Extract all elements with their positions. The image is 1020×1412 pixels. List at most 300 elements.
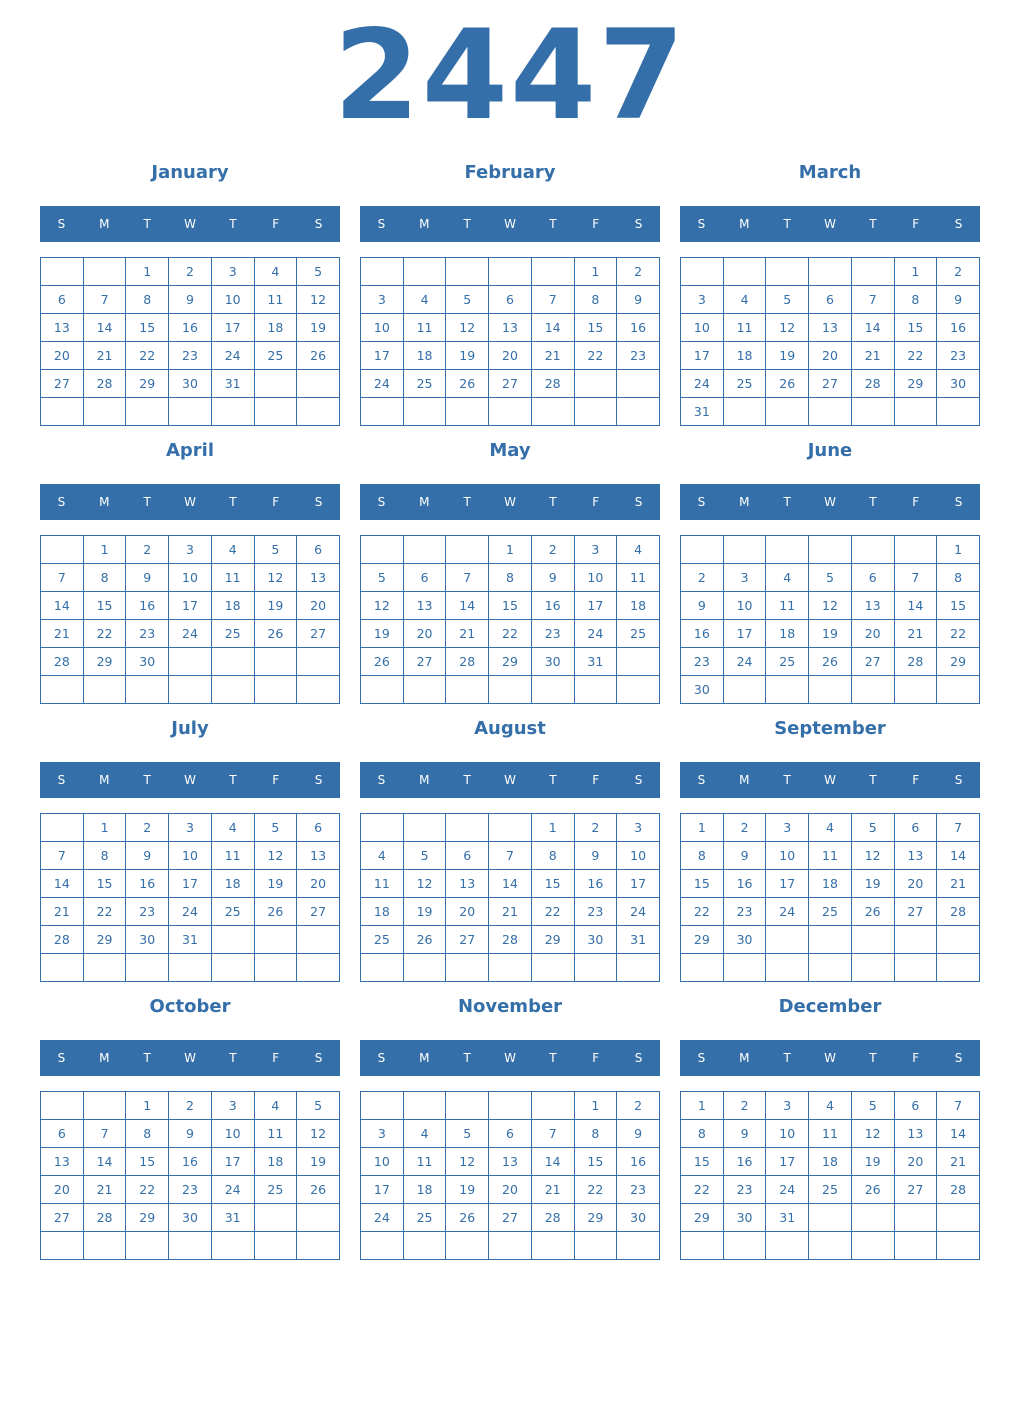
weekday-label: T [549,495,557,509]
empty-day-cell [403,398,446,426]
day-cell: 18 [361,898,404,926]
day-cell: 22 [894,342,937,370]
day-cell: 12 [403,870,446,898]
week-row [681,592,980,620]
empty-day-cell [126,676,169,704]
empty-day-cell [574,1232,617,1260]
week-row [41,258,340,286]
day-cell: 29 [83,648,126,676]
day-cell: 3 [723,564,766,592]
empty-day-cell [489,814,532,842]
day-cell: 21 [83,342,126,370]
day-cell: 17 [617,870,660,898]
day-cell: 2 [723,1092,766,1120]
day-cell: 5 [766,286,809,314]
weekday-label: S [634,495,643,509]
week-row [681,1120,980,1148]
empty-day-cell [574,954,617,982]
empty-day-cell [723,398,766,426]
weekday-header [40,1040,340,1076]
week-row [361,870,660,898]
day-grid [360,813,660,982]
day-cell: 3 [574,536,617,564]
weekday-label: S [954,495,963,509]
week-row [361,286,660,314]
day-cell: 20 [41,342,84,370]
day-cell: 29 [574,1204,617,1232]
weekday-label: W [824,217,836,231]
empty-day-cell [297,648,340,676]
day-cell: 28 [894,648,937,676]
empty-day-cell [126,398,169,426]
week-row [681,926,980,954]
empty-day-cell [531,954,574,982]
empty-day-cell [446,258,489,286]
weekday-header [40,484,340,520]
week-row [41,286,340,314]
empty-day-cell [41,1232,84,1260]
week-row [681,676,980,704]
day-cell: 31 [766,1204,809,1232]
weekday-label: S [954,217,963,231]
week-row [41,342,340,370]
day-grid [40,257,340,426]
month-name: January [151,162,229,183]
day-cell: 1 [83,814,126,842]
day-cell: 6 [894,1092,937,1120]
day-cell: 16 [169,1148,212,1176]
empty-day-cell [937,1204,980,1232]
week-row [361,1120,660,1148]
empty-day-cell [297,954,340,982]
day-cell: 25 [361,926,404,954]
empty-day-cell [617,676,660,704]
day-cell: 27 [297,898,340,926]
day-cell: 7 [83,1120,126,1148]
day-cell: 2 [681,564,724,592]
day-cell: 17 [169,870,212,898]
week-row [361,954,660,982]
day-cell: 11 [617,564,660,592]
day-cell: 4 [403,286,446,314]
day-cell: 15 [83,592,126,620]
weekday-label: S [634,773,643,787]
weekday-label: M [419,1051,430,1065]
empty-day-cell [766,954,809,982]
weekday-label: T [143,1051,151,1065]
empty-day-cell [361,258,404,286]
day-cell: 5 [254,814,297,842]
day-cell: 22 [531,898,574,926]
empty-day-cell [617,648,660,676]
empty-day-cell [617,398,660,426]
day-cell: 13 [446,870,489,898]
week-row [41,564,340,592]
day-cell: 5 [446,1120,489,1148]
day-cell: 10 [766,842,809,870]
empty-day-cell [361,398,404,426]
weekday-label: T [143,495,151,509]
day-cell: 12 [254,842,297,870]
weekday-label: T [783,217,791,231]
day-cell: 25 [403,1204,446,1232]
weekday-label: T [549,773,557,787]
weekday-label: F [912,217,920,231]
day-cell: 27 [894,1176,937,1204]
day-cell: 7 [446,564,489,592]
day-cell: 20 [489,1176,532,1204]
day-cell: 19 [297,1148,340,1176]
week-row [41,1232,340,1260]
weekday-label: M [739,495,750,509]
day-cell: 28 [851,370,894,398]
day-cell: 26 [851,1176,894,1204]
empty-day-cell [254,676,297,704]
weekday-label: S [377,217,386,231]
day-cell: 5 [254,536,297,564]
day-cell: 9 [169,1120,212,1148]
day-cell: 6 [446,842,489,870]
day-cell: 29 [489,648,532,676]
empty-day-cell [41,398,84,426]
weekday-label: S [57,495,66,509]
day-cell: 14 [894,592,937,620]
day-cell: 11 [361,870,404,898]
weekday-header [680,206,980,242]
day-cell: 11 [809,842,852,870]
weekday-label: S [954,773,963,787]
day-cell: 13 [403,592,446,620]
day-cell: 11 [403,1148,446,1176]
day-cell: 5 [851,814,894,842]
day-cell: 13 [41,314,84,342]
day-cell: 21 [83,1176,126,1204]
empty-day-cell [169,1232,212,1260]
day-cell: 7 [851,286,894,314]
day-cell: 3 [361,1120,404,1148]
day-cell: 18 [766,620,809,648]
weekday-header [40,762,340,798]
day-cell: 26 [254,898,297,926]
day-cell: 22 [489,620,532,648]
day-cell: 14 [531,1148,574,1176]
weekday-label: T [229,495,237,509]
day-cell: 28 [531,370,574,398]
day-cell: 4 [809,1092,852,1120]
day-cell: 11 [254,1120,297,1148]
day-cell: 31 [211,370,254,398]
day-cell: 28 [937,898,980,926]
day-cell: 10 [211,1120,254,1148]
day-cell: 29 [681,926,724,954]
day-cell: 1 [531,814,574,842]
day-cell: 22 [83,620,126,648]
day-cell: 26 [254,620,297,648]
empty-day-cell [489,676,532,704]
week-row [41,1176,340,1204]
empty-day-cell [681,954,724,982]
empty-day-cell [681,1232,724,1260]
day-cell: 3 [169,536,212,564]
day-cell: 14 [41,592,84,620]
day-grid [680,535,980,704]
day-cell: 27 [297,620,340,648]
weekday-label: S [954,1051,963,1065]
empty-day-cell [446,1092,489,1120]
day-cell: 5 [361,564,404,592]
week-row [361,536,660,564]
day-cell: 11 [211,842,254,870]
day-cell: 27 [41,1204,84,1232]
day-cell: 15 [574,314,617,342]
day-cell: 17 [766,1148,809,1176]
weekday-header [40,206,340,242]
empty-day-cell [297,398,340,426]
day-cell: 1 [681,814,724,842]
empty-day-cell [489,1232,532,1260]
day-cell: 28 [83,1204,126,1232]
weekday-label: F [912,495,920,509]
day-cell: 19 [851,870,894,898]
empty-day-cell [446,814,489,842]
week-row [41,1120,340,1148]
week-row [41,926,340,954]
weekday-label: M [419,495,430,509]
week-row [41,536,340,564]
day-cell: 23 [723,1176,766,1204]
day-cell: 15 [681,1148,724,1176]
day-cell: 18 [403,342,446,370]
day-cell: 28 [41,926,84,954]
empty-day-cell [851,536,894,564]
day-cell: 4 [211,814,254,842]
week-row [361,258,660,286]
week-row [361,648,660,676]
day-cell: 13 [297,564,340,592]
day-cell: 3 [211,1092,254,1120]
day-cell: 4 [617,536,660,564]
weekday-label: S [57,773,66,787]
day-cell: 23 [531,620,574,648]
day-cell: 19 [446,342,489,370]
empty-day-cell [211,1232,254,1260]
empty-day-cell [403,676,446,704]
empty-day-cell [403,536,446,564]
empty-day-cell [126,954,169,982]
empty-day-cell [617,370,660,398]
day-cell: 16 [723,1148,766,1176]
month-name: May [489,440,531,461]
empty-day-cell [723,258,766,286]
day-cell: 28 [489,926,532,954]
day-cell: 26 [361,648,404,676]
day-cell: 26 [403,926,446,954]
day-cell: 30 [574,926,617,954]
weekday-label: T [869,773,877,787]
day-cell: 13 [894,842,937,870]
day-cell: 10 [723,592,766,620]
empty-day-cell [211,648,254,676]
week-row [361,1204,660,1232]
day-cell: 23 [681,648,724,676]
day-cell: 25 [809,898,852,926]
day-cell: 17 [211,1148,254,1176]
day-cell: 28 [446,648,489,676]
day-cell: 22 [126,342,169,370]
empty-day-cell [937,398,980,426]
week-row [681,620,980,648]
weekday-label: S [697,773,706,787]
empty-day-cell [297,1204,340,1232]
weekday-label: M [99,495,110,509]
week-row [681,954,980,982]
weekday-header [360,206,660,242]
empty-day-cell [894,536,937,564]
day-cell: 13 [41,1148,84,1176]
day-cell: 9 [531,564,574,592]
day-grid [360,257,660,426]
weekday-label: M [739,1051,750,1065]
weekday-label: S [377,773,386,787]
empty-day-cell [489,1092,532,1120]
empty-day-cell [211,926,254,954]
day-cell: 16 [531,592,574,620]
week-row [681,370,980,398]
weekday-label: T [869,495,877,509]
day-cell: 21 [851,342,894,370]
weekday-label: T [549,217,557,231]
day-cell: 13 [297,842,340,870]
weekday-label: W [184,495,196,509]
empty-day-cell [169,648,212,676]
weekday-label: S [377,495,386,509]
weekday-label: F [592,495,600,509]
weekday-label: W [824,1051,836,1065]
empty-day-cell [41,536,84,564]
empty-day-cell [851,954,894,982]
weekday-label: T [143,217,151,231]
empty-day-cell [41,1092,84,1120]
day-cell: 31 [574,648,617,676]
day-cell: 14 [531,314,574,342]
empty-day-cell [766,258,809,286]
day-cell: 8 [489,564,532,592]
empty-day-cell [211,398,254,426]
empty-day-cell [361,536,404,564]
empty-day-cell [446,398,489,426]
day-cell: 2 [617,1092,660,1120]
day-cell: 19 [297,314,340,342]
day-cell: 17 [723,620,766,648]
weekday-header [680,1040,980,1076]
empty-day-cell [937,954,980,982]
day-cell: 16 [617,314,660,342]
day-cell: 27 [403,648,446,676]
weekday-label: M [99,1051,110,1065]
day-cell: 25 [617,620,660,648]
day-cell: 21 [41,898,84,926]
day-cell: 4 [766,564,809,592]
weekday-label: W [504,495,516,509]
day-cell: 9 [126,564,169,592]
day-cell: 19 [809,620,852,648]
month-name: November [457,996,563,1017]
empty-day-cell [681,536,724,564]
day-cell: 17 [361,1176,404,1204]
day-cell: 16 [169,314,212,342]
day-cell: 28 [937,1176,980,1204]
day-cell: 26 [297,1176,340,1204]
day-cell: 18 [809,1148,852,1176]
day-cell: 5 [403,842,446,870]
day-cell: 5 [851,1092,894,1120]
day-cell: 29 [83,926,126,954]
day-cell: 12 [446,1148,489,1176]
weekday-label: M [99,773,110,787]
day-cell: 19 [766,342,809,370]
day-grid [680,257,980,426]
day-cell: 27 [851,648,894,676]
day-cell: 22 [83,898,126,926]
day-cell: 2 [169,258,212,286]
day-cell: 17 [681,342,724,370]
empty-day-cell [723,536,766,564]
day-cell: 9 [574,842,617,870]
empty-day-cell [41,954,84,982]
week-row [41,592,340,620]
empty-day-cell [723,954,766,982]
empty-day-cell [254,1204,297,1232]
day-cell: 3 [211,258,254,286]
day-cell: 20 [41,1176,84,1204]
day-cell: 10 [211,286,254,314]
day-cell: 8 [681,842,724,870]
day-cell: 10 [681,314,724,342]
empty-day-cell [254,648,297,676]
empty-day-cell [766,926,809,954]
weekday-header [680,484,980,520]
day-cell: 3 [766,1092,809,1120]
day-cell: 11 [723,314,766,342]
empty-day-cell [809,258,852,286]
day-cell: 21 [531,1176,574,1204]
weekday-label: S [57,217,66,231]
empty-day-cell [489,398,532,426]
day-cell: 27 [489,1204,532,1232]
day-cell: 14 [937,1120,980,1148]
week-row [681,898,980,926]
empty-day-cell [809,1204,852,1232]
day-cell: 30 [723,926,766,954]
weekday-label: S [314,495,323,509]
weekday-label: F [272,1051,280,1065]
day-cell: 19 [254,592,297,620]
empty-day-cell [361,954,404,982]
day-cell: 26 [766,370,809,398]
day-cell: 3 [617,814,660,842]
weekday-label: T [463,217,471,231]
day-cell: 2 [169,1092,212,1120]
empty-day-cell [297,676,340,704]
day-cell: 16 [126,592,169,620]
empty-day-cell [41,814,84,842]
weekday-label: S [634,217,643,231]
day-cell: 1 [574,1092,617,1120]
day-cell: 27 [41,370,84,398]
day-cell: 6 [489,286,532,314]
empty-day-cell [489,954,532,982]
day-cell: 7 [83,286,126,314]
